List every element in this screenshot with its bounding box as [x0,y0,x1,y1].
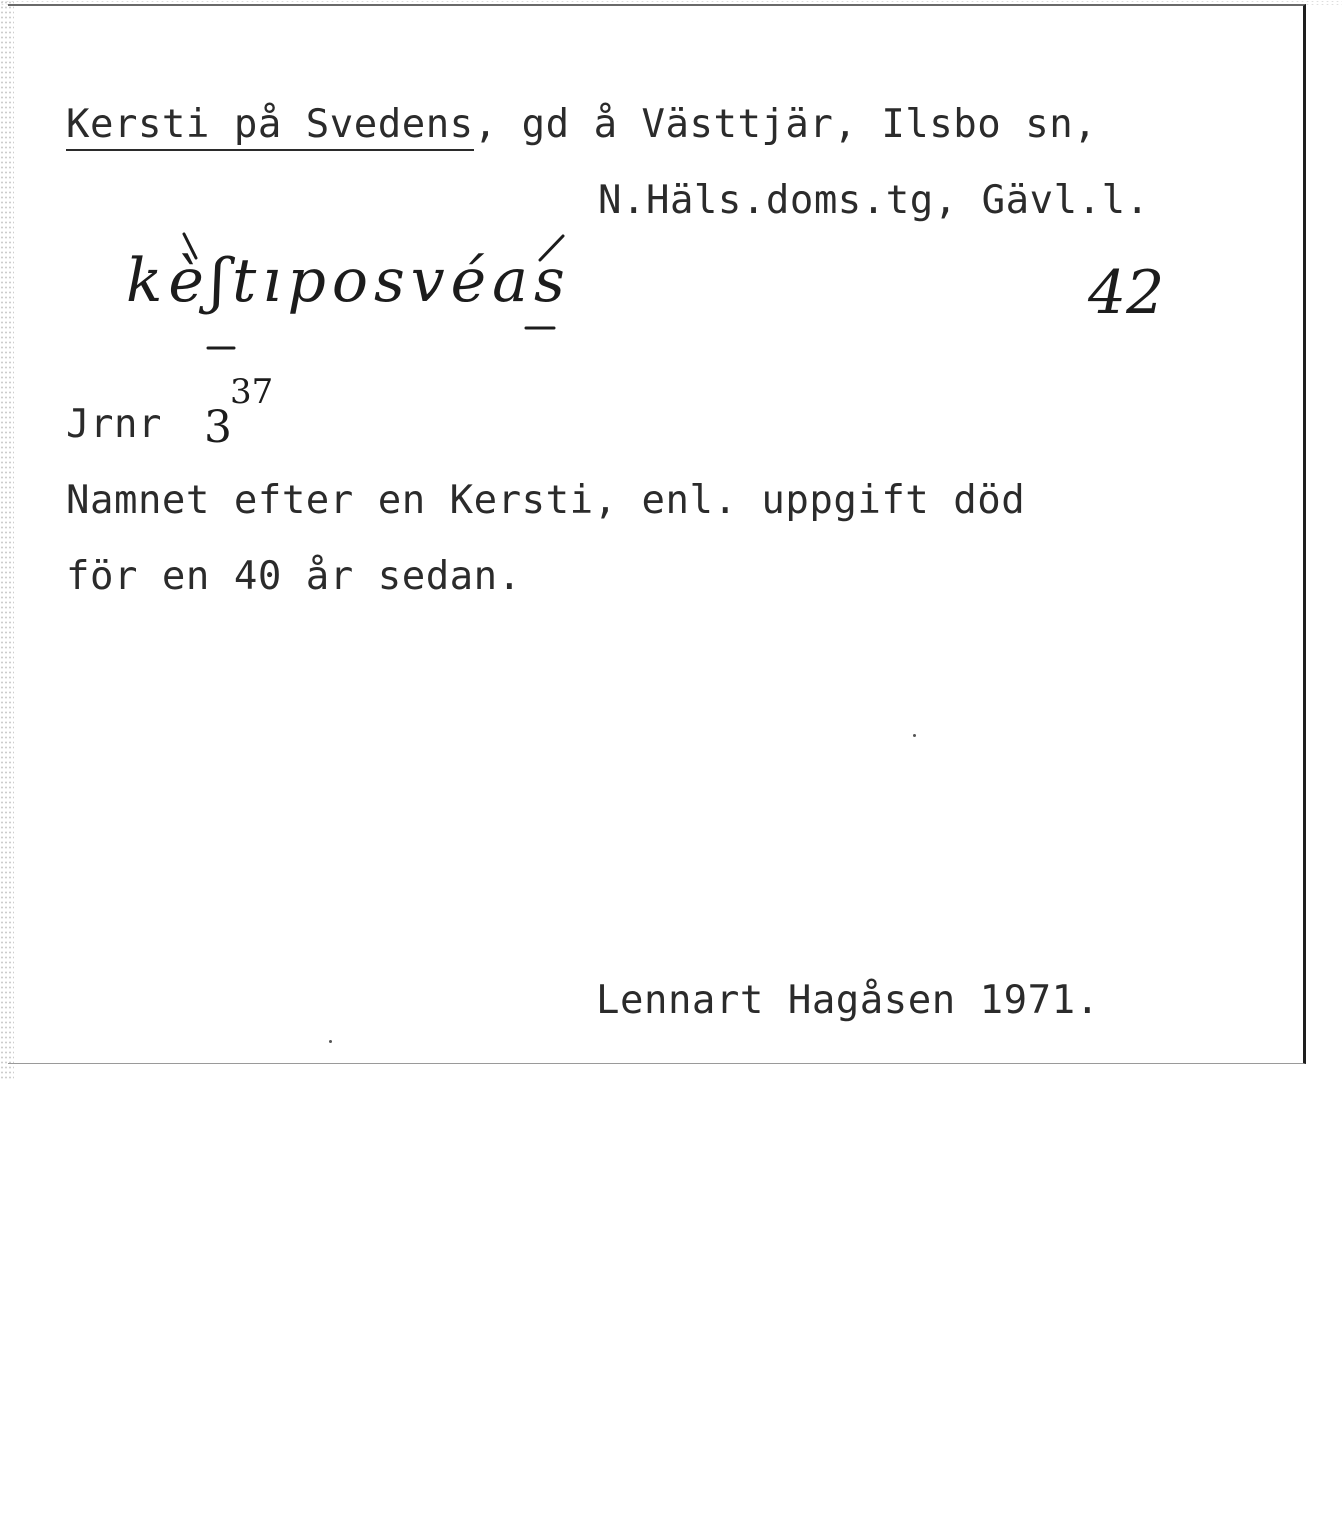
note-line-1: Namnet efter en Kersti, enl. uppgift död [66,478,1026,523]
reference-line [66,402,162,447]
note-line-2: för en 40 år sedan. [66,554,522,599]
scan-speck [913,734,916,737]
card-number: 42 [1088,258,1165,328]
phonetic-marks [8,6,1306,406]
reference-page-superscript: 37 [230,372,274,412]
scan-speck [329,1040,332,1043]
place-name: Kersti på Svedens [66,102,474,151]
signature-line: Lennart Hagåsen 1971. [596,978,1100,1023]
index-card [8,4,1306,1064]
heading-location: , gd å Västtjär, Ilsbo sn, [473,102,1098,147]
reference-page: 3 [204,402,232,453]
parish-district-line: N.Häls.doms.tg, Gävl.l. [598,178,1150,223]
phonetic-transcription: kèʃtıposvéas [126,246,571,316]
reference-label: Jrnr [66,402,162,447]
